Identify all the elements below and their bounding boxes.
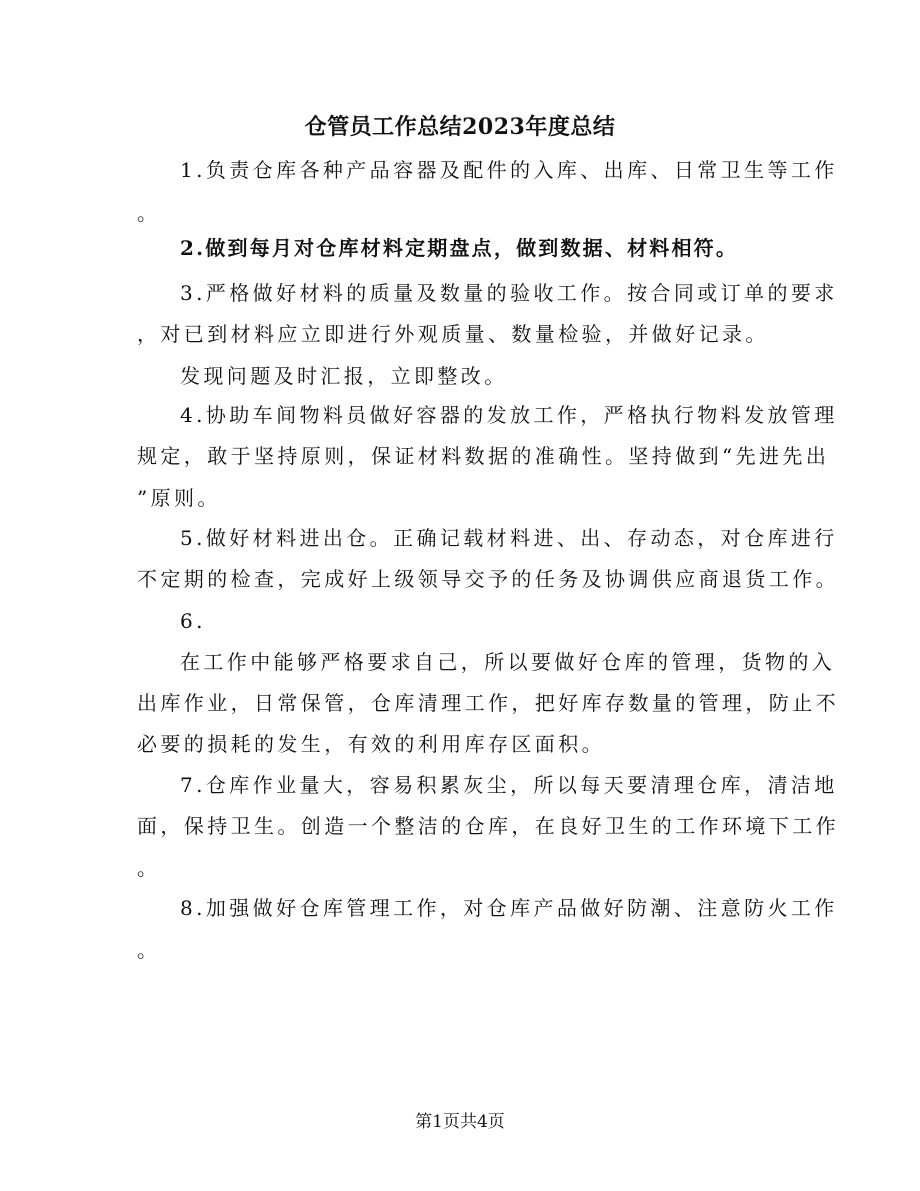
paragraph-line: 面，保持卫生。创造一个整洁的仓库，在良好卫生的工作环境下工作 [137,814,839,838]
paragraph-line: 7.仓库作业量大，容易积累灰尘，所以每天要清理仓库，清洁地 [180,773,838,797]
paragraph-line: ，对已到材料应立即进行外观质量、数量检验，并做好记录。 [137,322,769,346]
paragraph-line: 发现问题及时汇报，立即整改。 [180,364,508,388]
paragraph-line: 必要的损耗的发生，有效的利用库存区面积。 [137,732,605,756]
paragraph-line: 1.负责仓库各种产品容器及配件的入库、出库、日常卫生等工作 [180,158,838,182]
paragraph-line: 2.做到每月对仓库材料定期盘点，做到数据、材料相符。 [180,236,739,260]
paragraph-line: 4.协助车间物料员做好容器的发放工作，严格执行物料发放管理 [180,403,838,427]
paragraph-line: 。 [137,201,161,225]
paragraph-line: 8.加强做好仓库管理工作，对仓库产品做好防潮、注意防火工作 [180,896,838,920]
page-number: 第1页共4页 [415,1112,505,1132]
paragraph-line: ”原则。 [137,486,221,510]
paragraph-line: 。 [137,938,161,962]
paragraph-line: 在工作中能够严格要求自己，所以要做好仓库的管理，货物的入 [180,650,836,674]
paragraph-line: 不定期的检查，完成好上级领导交予的任务及协调供应商退货工作。 [137,567,839,591]
paragraph-line: 5.做好材料进出仓。正确记载材料进、出、存动态，对仓库进行 [180,526,838,550]
paragraph-line: 规定，敢于坚持原则，保证材料数据的准确性。坚持做到“先进先出 [137,444,830,468]
paragraph-line: 3.严格做好材料的质量及数量的验收工作。按合同或订单的要求 [180,281,838,305]
paragraph-line: 出库作业，日常保管，仓库清理工作，把好库存数量的管理，防止不 [137,691,839,715]
paragraph-line: 。 [137,856,161,880]
document-title: 仓管员工作总结2023年度总结 [304,114,616,140]
paragraph-line: 6. [180,609,206,633]
